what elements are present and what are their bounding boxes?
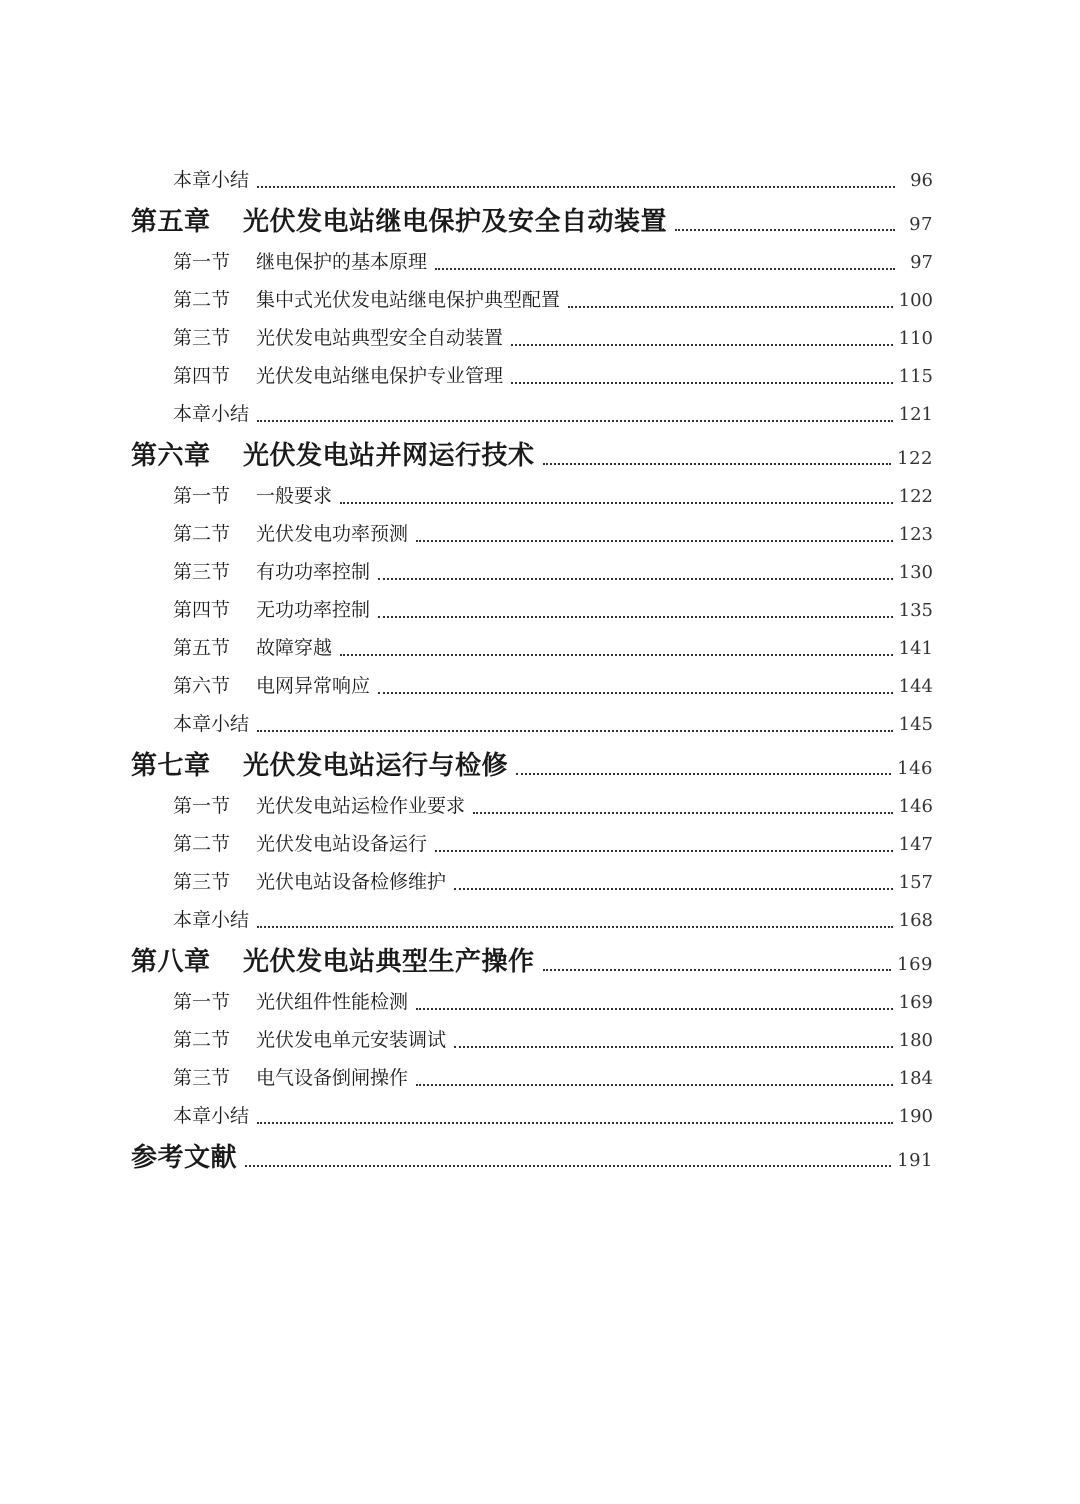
toc-page-number: 122 bbox=[898, 486, 933, 507]
toc-section-entry[interactable] bbox=[173, 987, 933, 1025]
toc-section-entry[interactable] bbox=[173, 829, 933, 867]
dot-leader bbox=[416, 1084, 893, 1086]
toc-entry-title: 光伏发电站设备运行 bbox=[256, 833, 428, 855]
toc-entry-title: 光伏发电站继电保护专业管理 bbox=[256, 365, 504, 387]
dot-leader bbox=[257, 420, 893, 422]
toc-section-number: 第一节 bbox=[173, 485, 231, 507]
toc-entry-title: 本章小结 bbox=[173, 403, 250, 425]
toc-section-entry[interactable] bbox=[173, 791, 933, 829]
toc-page-number: 169 bbox=[897, 954, 933, 975]
dot-leader bbox=[435, 850, 893, 852]
dot-leader bbox=[340, 502, 893, 504]
toc-entry-title: 集中式光伏发电站继电保护典型配置 bbox=[256, 289, 561, 311]
toc-page-number: 169 bbox=[898, 992, 933, 1013]
toc-entry-title: 一般要求 bbox=[256, 485, 333, 507]
toc-section-number: 第二节 bbox=[173, 1029, 231, 1051]
toc-entry-title: 光伏发电站典型安全自动装置 bbox=[256, 327, 504, 349]
toc-chapter-number: 第五章 bbox=[131, 207, 211, 237]
dot-leader bbox=[416, 1008, 893, 1010]
toc-page-number: 141 bbox=[898, 638, 933, 659]
toc-page-number: 146 bbox=[897, 758, 933, 779]
toc-page-number: 130 bbox=[898, 562, 933, 583]
toc-entry-title: 电气设备倒闸操作 bbox=[256, 1067, 409, 1089]
toc-entry-title: 故障穿越 bbox=[256, 637, 333, 659]
dot-leader bbox=[378, 692, 893, 694]
dot-leader bbox=[245, 1165, 891, 1167]
toc-section-entry[interactable] bbox=[173, 519, 933, 557]
toc-section-entry[interactable] bbox=[173, 557, 933, 595]
toc-chapter-entry[interactable] bbox=[131, 745, 933, 789]
toc-entry-title: 光伏组件性能检测 bbox=[256, 991, 409, 1013]
toc-summary-entry[interactable] bbox=[173, 165, 933, 203]
toc-page-number: 157 bbox=[898, 872, 933, 893]
toc-chapter-number: 第六章 bbox=[131, 441, 211, 471]
dot-leader bbox=[511, 344, 893, 346]
toc-page-number: 190 bbox=[898, 1106, 933, 1127]
toc-section-number: 第一节 bbox=[173, 991, 231, 1013]
dot-leader bbox=[435, 268, 895, 270]
toc-page-number: 146 bbox=[898, 796, 933, 817]
toc-section-entry[interactable] bbox=[173, 867, 933, 905]
toc-page-number: 144 bbox=[898, 676, 933, 697]
dot-leader bbox=[568, 306, 893, 308]
dot-leader bbox=[257, 1122, 893, 1124]
dot-leader bbox=[378, 578, 893, 580]
toc-section-entry[interactable] bbox=[173, 633, 933, 671]
toc-page-number: 97 bbox=[910, 252, 933, 273]
toc-page-number: 135 bbox=[898, 600, 933, 621]
toc-chapter-number: 第八章 bbox=[131, 947, 211, 977]
toc-section-entry[interactable] bbox=[173, 1063, 933, 1101]
toc-page-number: 96 bbox=[910, 170, 933, 191]
toc-section-number: 第三节 bbox=[173, 871, 231, 893]
toc-section-number: 第六节 bbox=[173, 675, 231, 697]
dot-leader bbox=[543, 463, 892, 465]
toc-section-number: 第四节 bbox=[173, 365, 231, 387]
toc-page-number: 168 bbox=[898, 910, 933, 931]
toc-section-entry[interactable] bbox=[173, 323, 933, 361]
toc-entry-title: 光伏发电单元安装调试 bbox=[256, 1029, 447, 1051]
toc-entry-title: 参考文献 bbox=[131, 1143, 238, 1173]
toc-section-entry[interactable] bbox=[173, 361, 933, 399]
toc-section-entry[interactable] bbox=[173, 481, 933, 519]
toc-entry-title: 有功功率控制 bbox=[256, 561, 371, 583]
toc-section-entry[interactable] bbox=[173, 1025, 933, 1063]
toc-chapter-number: 第七章 bbox=[131, 751, 211, 781]
dot-leader bbox=[675, 229, 895, 231]
toc-page-number: 110 bbox=[898, 328, 933, 349]
toc-page-number: 100 bbox=[898, 290, 933, 311]
toc-entry-title: 无功功率控制 bbox=[256, 599, 371, 621]
toc-entry-title: 光伏发电站典型生产操作 bbox=[243, 947, 535, 977]
dot-leader bbox=[416, 540, 893, 542]
toc-section-entry[interactable] bbox=[173, 247, 933, 285]
toc-page-number: 122 bbox=[897, 448, 933, 469]
toc-chapter-entry[interactable] bbox=[131, 941, 933, 985]
toc-page-number: 97 bbox=[909, 214, 933, 235]
toc-chapter-entry[interactable] bbox=[131, 435, 933, 479]
toc-section-number: 第三节 bbox=[173, 561, 231, 583]
toc-entry-title: 电网异常响应 bbox=[256, 675, 371, 697]
toc-summary-entry[interactable] bbox=[173, 905, 933, 943]
dot-leader bbox=[511, 382, 893, 384]
toc-entry-title: 光伏发电站运行与检修 bbox=[243, 751, 509, 781]
toc-summary-entry[interactable] bbox=[173, 399, 933, 437]
toc-section-number: 第三节 bbox=[173, 327, 231, 349]
toc-page-number: 115 bbox=[898, 366, 933, 387]
toc-page-number: 191 bbox=[897, 1150, 933, 1171]
toc-section-number: 第二节 bbox=[173, 523, 231, 545]
toc-section-number: 第四节 bbox=[173, 599, 231, 621]
toc-section-entry[interactable] bbox=[173, 595, 933, 633]
toc-section-number: 第三节 bbox=[173, 1067, 231, 1089]
toc-entry-title: 本章小结 bbox=[173, 1105, 250, 1127]
dot-leader bbox=[378, 616, 893, 618]
dot-leader bbox=[257, 730, 893, 732]
toc-page-number: 123 bbox=[898, 524, 933, 545]
toc-entry-title: 光伏发电站继电保护及安全自动装置 bbox=[243, 207, 668, 237]
toc-page-number: 180 bbox=[898, 1030, 933, 1051]
toc-entry-title: 本章小结 bbox=[173, 909, 250, 931]
toc-summary-entry[interactable] bbox=[173, 709, 933, 747]
toc-page-number: 121 bbox=[898, 404, 933, 425]
toc-chapter-entry[interactable] bbox=[131, 201, 933, 245]
dot-leader bbox=[340, 654, 893, 656]
toc-page-number: 147 bbox=[898, 834, 933, 855]
dot-leader bbox=[257, 186, 895, 188]
dot-leader bbox=[516, 773, 891, 775]
toc-page-number: 184 bbox=[898, 1068, 933, 1089]
dot-leader bbox=[257, 926, 893, 928]
toc-section-number: 第二节 bbox=[173, 833, 231, 855]
toc-section-number: 第一节 bbox=[173, 251, 231, 273]
toc-entry-title: 本章小结 bbox=[173, 169, 250, 191]
dot-leader bbox=[454, 888, 893, 890]
toc-entry-title: 光伏发电功率预测 bbox=[256, 523, 409, 545]
toc-page-number: 145 bbox=[898, 714, 933, 735]
toc-entry-title: 继电保护的基本原理 bbox=[256, 251, 428, 273]
toc-entry-title: 光伏发电站运检作业要求 bbox=[256, 795, 466, 817]
toc-section-entry[interactable] bbox=[173, 285, 933, 323]
toc-references-entry[interactable] bbox=[131, 1137, 933, 1181]
toc-entry-title: 光伏电站设备检修维护 bbox=[256, 871, 447, 893]
toc-summary-entry[interactable] bbox=[173, 1101, 933, 1139]
toc-section-number: 第二节 bbox=[173, 289, 231, 311]
dot-leader bbox=[543, 969, 892, 971]
dot-leader bbox=[473, 812, 893, 814]
toc-section-number: 第一节 bbox=[173, 795, 231, 817]
toc-section-number: 第五节 bbox=[173, 637, 231, 659]
toc-entry-title: 本章小结 bbox=[173, 713, 250, 735]
toc-section-entry[interactable] bbox=[173, 671, 933, 709]
toc-entry-title: 光伏发电站并网运行技术 bbox=[243, 441, 535, 471]
dot-leader bbox=[454, 1046, 893, 1048]
